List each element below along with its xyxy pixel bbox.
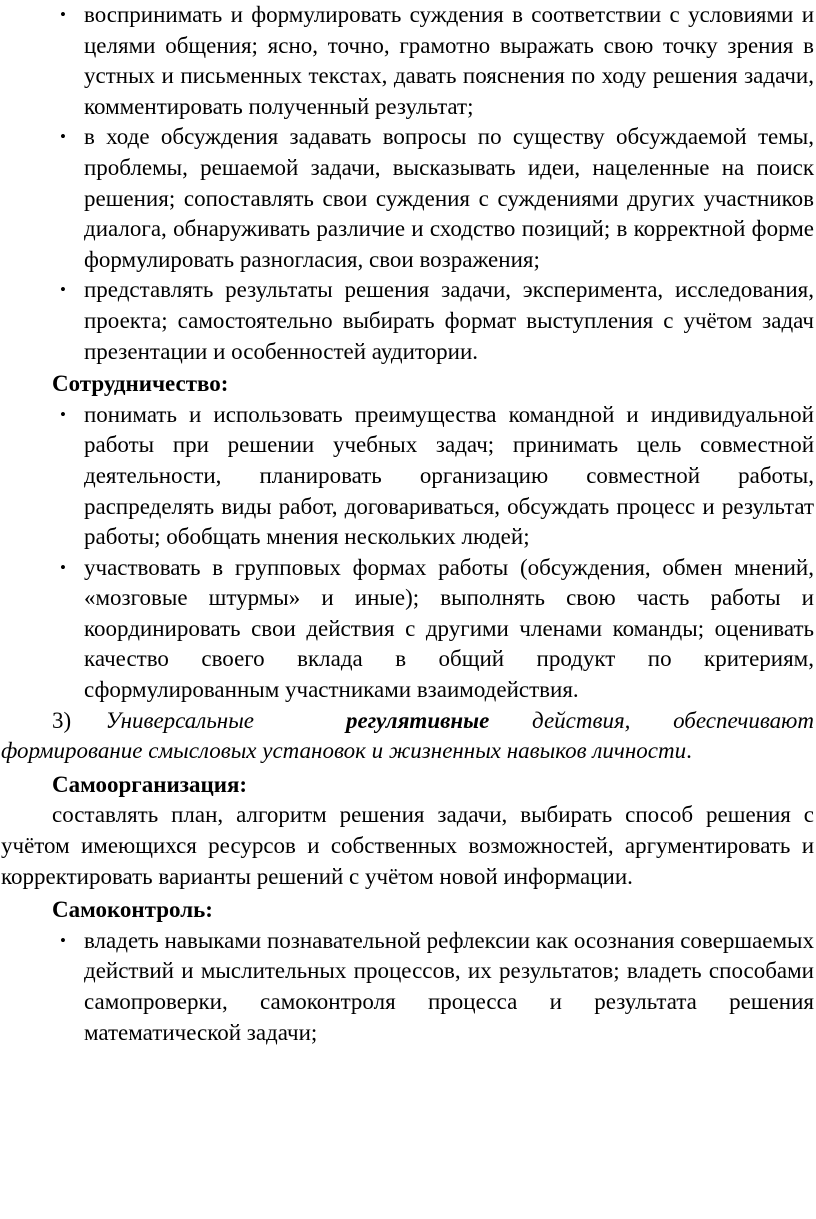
self-control-list (1, 926, 814, 1048)
self-control-heading: Самоконтроль: (52, 897, 213, 923)
bullet-icon: • (60, 557, 66, 577)
list-item (1, 0, 814, 122)
list-item (1, 926, 814, 1048)
self-organization-heading: Самоорганизация: (52, 771, 248, 797)
period: . (686, 738, 692, 764)
bold-italic-text: регулятивные (345, 707, 490, 733)
bullet-icon: • (60, 5, 66, 24)
list-item-text: воспринимать и формулировать суждения в соответствии с условиями и целями общения; ясно, точно, грамотно выражать свою точку зрения в устных и письменных текстах, давать пояснения по ходу решения задачи, комментировать полученный результат; (84, 2, 814, 119)
bullet-icon: • (60, 127, 66, 147)
self-organization-text: составлять план, алгоритм решения задачи, выбирать способ решения с учётом имеющихся ресурсов и собственных возможностей, аргументировать и корректировать варианты решений с учётом новой информации. (1, 802, 814, 889)
italic-text: действия, обеспечивают формирование смысловых установок и жизненных навыков личности (1, 707, 815, 764)
bullet-icon: • (60, 404, 66, 424)
italic-text: Универсальные (105, 707, 254, 733)
bullet-icon: • (60, 930, 66, 950)
cooperation-heading: Сотрудничество: (52, 371, 229, 397)
list-item (1, 275, 814, 367)
list-item-text: представлять результаты решения задачи, эксперимента, исследования, проекта; самостоятельно выбирать формат выступления с учётом задач презентации и особенностей аудитории. (84, 277, 814, 364)
communication-list (1, 0, 814, 367)
list-item-text: в ходе обсуждения задавать вопросы по существу обсуждаемой темы, проблемы, решаемой задачи, высказывать идеи, нацеленные на поиск решения; сопоставлять свои суждения с суждениями других участников диалога, обнаруживать различие и сходство позиций; в корректной форме формулировать разногласия, свои возражения; (84, 124, 814, 272)
list-item-text: понимать и использовать преимущества командной и индивидуальной работы при решении учебных задач; принимать цель совместной деятельности, планировать организацию совместной работы, распределять виды работ, договариваться, обсуждать процесс и результат работы; обобщать мнения нескольких людей; (84, 401, 814, 550)
list-item-text: владеть навыками познавательной рефлексии как осознания совершаемых действий и мыслительных процессов, их результатов; владеть способами самопроверки, самоконтроля процесса и результата решения математической задачи; (84, 927, 814, 1045)
list-item (1, 400, 814, 553)
list-item (1, 122, 814, 275)
regulatory-actions-paragraph (1, 706, 814, 767)
paragraph-number: 3) (52, 707, 72, 733)
list-item (1, 553, 814, 706)
cooperation-list (1, 400, 814, 706)
bullet-icon: • (60, 280, 66, 300)
list-item-text: участвовать в групповых формах работы (обсуждения, обмен мнений, «мозговые штурмы» и иные); выполнять свою часть работы и координировать свои действия с другими членами команды; оценивать качество своего вклада в общий продукт по критериям, сформулированным участниками взаимодействия. (84, 554, 814, 703)
